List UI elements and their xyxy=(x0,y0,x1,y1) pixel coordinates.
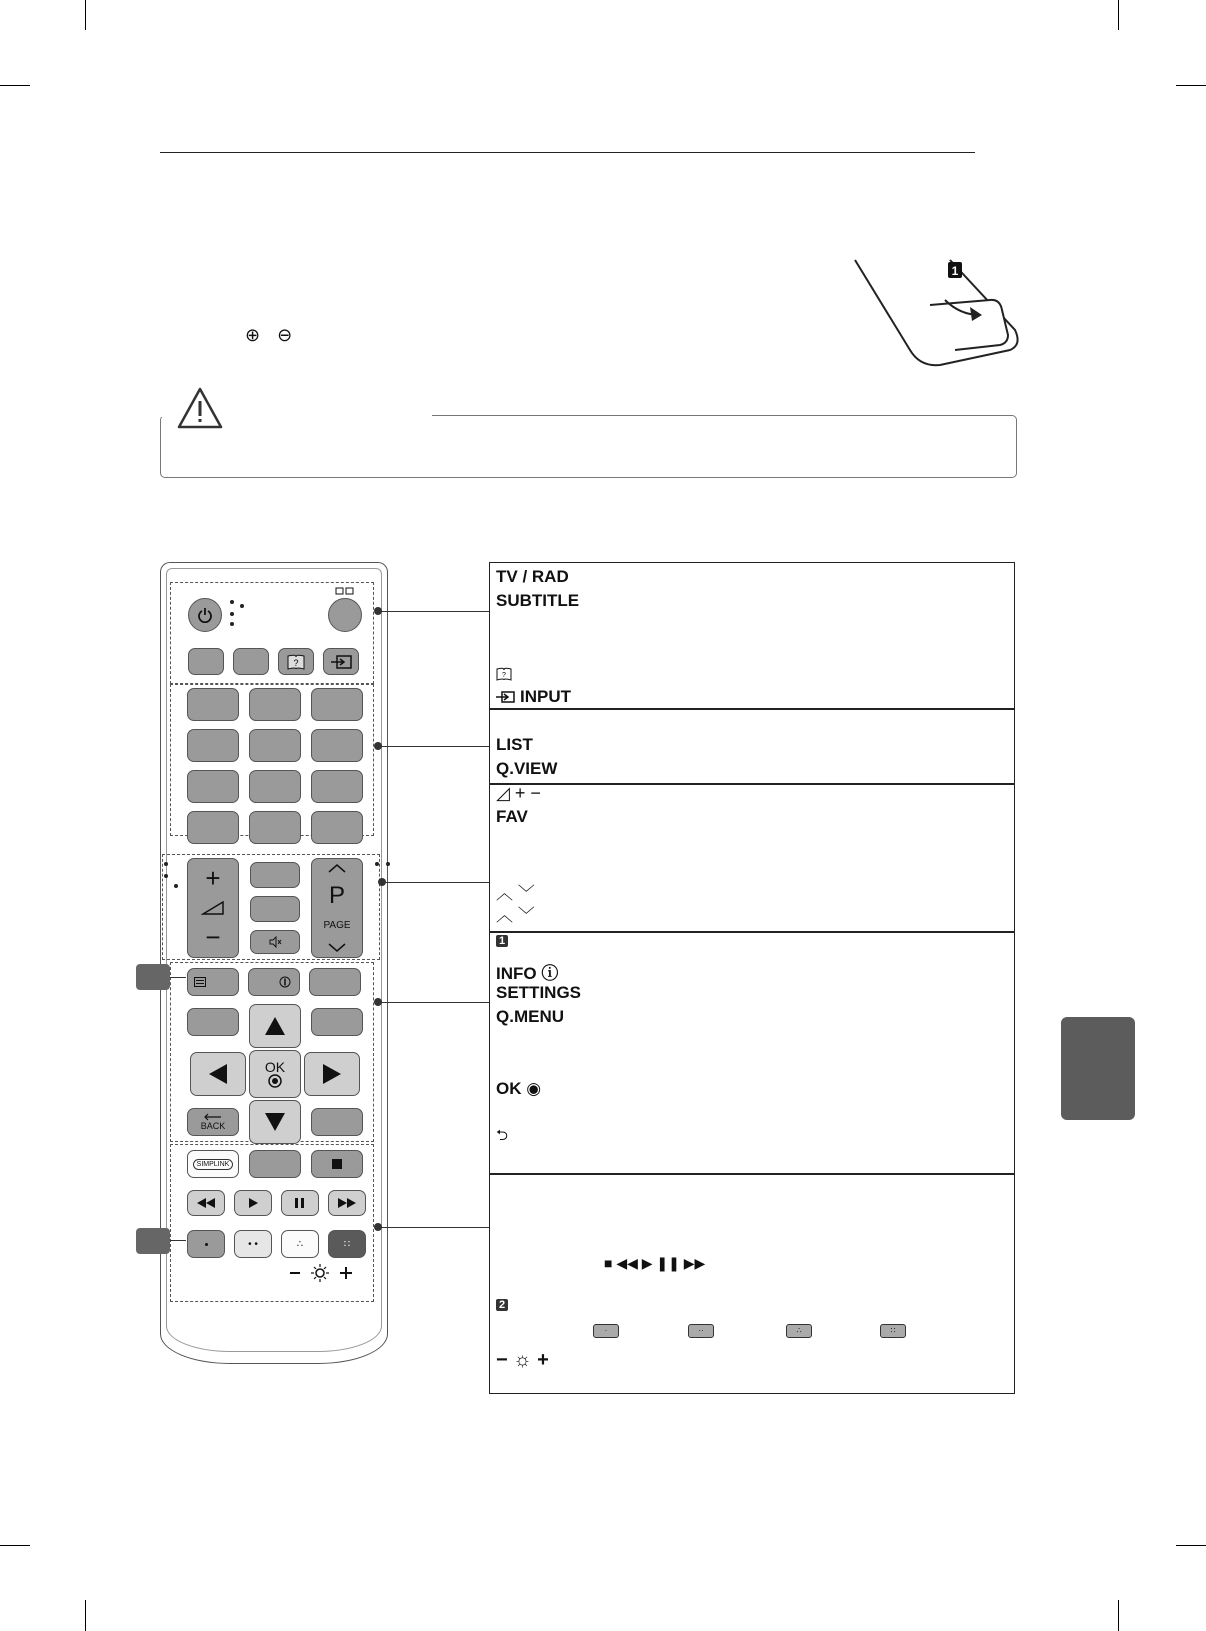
fav-button[interactable] xyxy=(250,862,300,888)
marker-box-1 xyxy=(136,964,170,990)
subtitle-button[interactable] xyxy=(188,648,224,675)
fast-forward-button[interactable] xyxy=(328,1190,366,1216)
brightness-control-icon xyxy=(288,1264,368,1282)
info-icon xyxy=(279,976,291,988)
playback-symbols: ■ ◀◀ ▶ ❚❚ ▶▶ xyxy=(604,1255,706,1271)
header-rule xyxy=(160,152,975,153)
chevron-up-icon xyxy=(327,863,347,873)
input-icon xyxy=(330,655,352,669)
ok-button[interactable] xyxy=(249,1050,301,1098)
volume-icon xyxy=(201,901,225,915)
blue-button[interactable] xyxy=(328,1230,366,1258)
number-button[interactable] xyxy=(311,770,363,803)
svg-text:?: ? xyxy=(502,672,506,679)
power-button[interactable] xyxy=(188,598,222,632)
label-program-arrows: ︿ ﹀ xyxy=(496,884,535,903)
back-icon: ⮌ xyxy=(496,1127,509,1144)
pause-icon xyxy=(295,1198,305,1208)
book-help-icon xyxy=(286,653,306,671)
indicator-dot xyxy=(375,862,379,866)
input-button[interactable] xyxy=(323,648,359,675)
number-button[interactable] xyxy=(311,729,363,762)
green-button[interactable] xyxy=(234,1230,272,1258)
page-rocker[interactable] xyxy=(311,858,363,958)
label-ok: OK ◉ xyxy=(496,1079,542,1098)
marker-leader xyxy=(170,1240,186,1241)
one-dot-icon xyxy=(205,1243,208,1246)
label-page-arrows: ︿ ﹀ xyxy=(496,906,535,925)
triangle-right-icon xyxy=(322,1063,342,1085)
leader-line xyxy=(384,882,489,883)
label-info: INFO ⓘ xyxy=(496,964,559,983)
svg-text:?: ? xyxy=(293,657,299,668)
live-tv-button[interactable] xyxy=(249,1150,301,1178)
page-label: PAGE xyxy=(323,919,351,931)
back-label: BACK xyxy=(200,1121,226,1131)
label-input: INPUT xyxy=(520,687,571,706)
triangle-left-icon xyxy=(208,1063,228,1085)
function-button[interactable] xyxy=(233,648,269,675)
leader-line xyxy=(380,1227,489,1228)
warning-triangle-icon xyxy=(176,386,224,430)
badge-1: 1 xyxy=(496,935,508,947)
arrow-right-button[interactable] xyxy=(304,1052,360,1096)
row-separator xyxy=(490,708,1014,710)
battery-polarity xyxy=(245,325,304,346)
crop-mark xyxy=(0,1545,30,1546)
badge-2: 2 xyxy=(496,1299,508,1311)
arrow-down-button[interactable] xyxy=(249,1100,301,1144)
crop-mark xyxy=(0,85,30,86)
label-qview: Q.VIEW xyxy=(496,759,558,778)
two-dot-icon: • • xyxy=(248,1238,258,1250)
list-icon xyxy=(194,977,206,987)
plus-icon: ⊕ xyxy=(245,325,261,345)
leader-line xyxy=(380,746,489,747)
indicator-dot xyxy=(164,874,168,878)
exit-button[interactable] xyxy=(311,1008,363,1036)
list-button[interactable] xyxy=(187,811,239,844)
number-button[interactable] xyxy=(187,770,239,803)
stop-icon xyxy=(332,1159,342,1169)
three-dot-icon: ∴ xyxy=(296,1238,304,1250)
volume-down-icon: − xyxy=(205,922,221,953)
number-button[interactable] xyxy=(249,688,301,721)
number-button[interactable] xyxy=(187,729,239,762)
ratio-button[interactable] xyxy=(250,896,300,922)
yellow-button[interactable] xyxy=(281,1230,319,1258)
guide-button[interactable] xyxy=(278,648,314,675)
label-qmenu: Q.MENU xyxy=(496,1007,564,1026)
mute-button[interactable] xyxy=(250,930,300,954)
settings-button[interactable] xyxy=(187,968,239,996)
book-help-icon xyxy=(496,667,512,681)
page-letter: P xyxy=(328,882,345,910)
play-icon xyxy=(249,1198,258,1208)
indicator-dot xyxy=(230,600,234,604)
rewind-icon xyxy=(197,1198,215,1208)
blue-key-icon: ∷ xyxy=(880,1324,906,1338)
green-key-icon: ·· xyxy=(688,1324,714,1338)
back-button[interactable] xyxy=(187,1108,239,1136)
number-button[interactable] xyxy=(311,688,363,721)
arrow-left-button[interactable] xyxy=(190,1052,246,1096)
crop-mark xyxy=(1118,1600,1119,1631)
triangle-up-icon xyxy=(264,1016,286,1036)
red-key-icon: · xyxy=(593,1324,619,1338)
play-button[interactable] xyxy=(234,1190,272,1216)
red-button[interactable] xyxy=(187,1230,225,1258)
crop-mark xyxy=(1118,0,1119,30)
pause-button[interactable] xyxy=(281,1190,319,1216)
yellow-key-icon: ∴ xyxy=(786,1324,812,1338)
crop-mark xyxy=(1176,1545,1206,1546)
power-icon xyxy=(197,607,213,623)
label-brightness: − ☼ + xyxy=(496,1349,549,1371)
simplink-button[interactable] xyxy=(187,1150,239,1178)
label-settings: SETTINGS xyxy=(496,983,582,1002)
label-volume-symbols: ◿ + − xyxy=(496,783,541,803)
indicator-dot xyxy=(386,862,390,866)
tv-rad-button[interactable] xyxy=(328,598,362,632)
av-mode-button[interactable] xyxy=(311,1108,363,1136)
number-button[interactable] xyxy=(187,688,239,721)
fast-forward-icon xyxy=(338,1198,356,1208)
label-tv-rad: TV / RAD xyxy=(496,567,569,586)
section-tab xyxy=(1061,1017,1135,1120)
step-badge: 1 xyxy=(951,264,959,278)
chevron-down-icon xyxy=(327,943,347,953)
ok-label: OK xyxy=(264,1059,286,1075)
label-subtitle: SUBTITLE xyxy=(496,591,580,610)
rewind-button[interactable] xyxy=(187,1190,225,1216)
input-icon xyxy=(496,690,516,704)
ok-target-icon xyxy=(268,1074,282,1088)
home-button[interactable] xyxy=(187,1008,239,1036)
arrow-up-button[interactable] xyxy=(249,1004,301,1048)
label-fav: FAV xyxy=(496,807,528,826)
button-legend-table xyxy=(489,562,1015,1394)
tv-rad-icon xyxy=(335,586,355,596)
indicator-dot xyxy=(174,884,178,888)
qview-button[interactable] xyxy=(311,811,363,844)
back-arrow-icon xyxy=(204,1113,222,1121)
crop-mark xyxy=(85,0,86,30)
indicator-dot xyxy=(230,612,234,616)
leader-line xyxy=(380,1002,489,1003)
crop-mark xyxy=(1176,85,1206,86)
battery-cover-illustration xyxy=(850,255,1020,375)
volume-up-icon: + xyxy=(205,862,221,893)
leader-line xyxy=(380,611,489,612)
mute-icon xyxy=(268,936,282,948)
indicator-dot xyxy=(164,862,168,866)
row-separator xyxy=(490,783,1014,785)
number-button[interactable] xyxy=(249,811,301,844)
crop-mark xyxy=(85,1600,86,1631)
stop-button[interactable] xyxy=(311,1150,363,1178)
qmenu-button[interactable] xyxy=(309,968,361,996)
triangle-down-icon xyxy=(264,1112,286,1132)
indicator-dot xyxy=(240,604,244,608)
remote-control xyxy=(160,562,388,1372)
number-button[interactable] xyxy=(249,729,301,762)
simplink-label: SIMPLINK xyxy=(193,1159,234,1170)
row-separator xyxy=(490,931,1014,933)
marker-box-2 xyxy=(136,1228,170,1254)
caution-box xyxy=(160,415,1017,478)
indicator-dot xyxy=(230,622,234,626)
marker-leader xyxy=(170,977,186,978)
minus-icon: ⊖ xyxy=(277,325,293,345)
label-list: LIST xyxy=(496,735,533,754)
number-button[interactable] xyxy=(249,770,301,803)
info-button[interactable] xyxy=(248,968,300,996)
four-dot-icon: ∷ xyxy=(343,1238,351,1250)
volume-rocker[interactable] xyxy=(187,858,239,958)
row-separator xyxy=(490,1173,1014,1175)
